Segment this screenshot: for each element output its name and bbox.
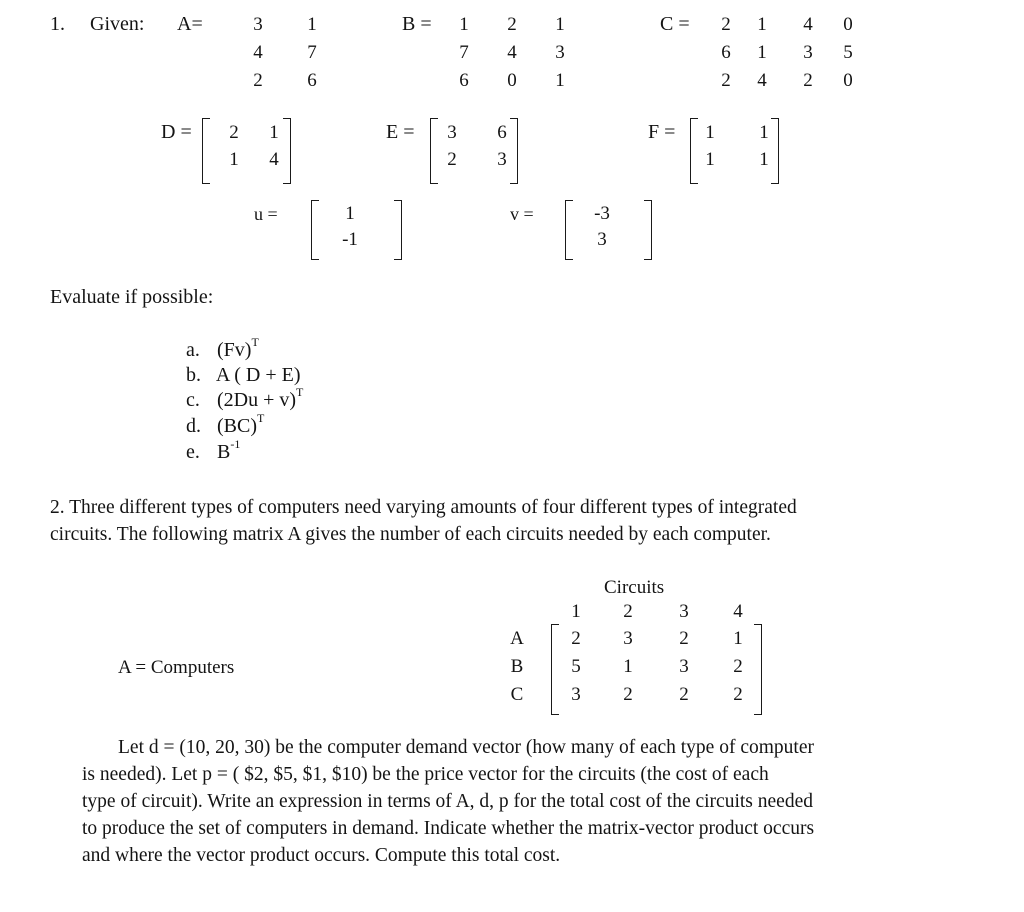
row-label: C <box>510 684 524 705</box>
matrix-a-cell: 4 <box>253 42 263 63</box>
item-expression: (2Du + v) <box>217 389 297 411</box>
matrix-e-cell: 3 <box>447 122 457 143</box>
matrix-c-cell: 5 <box>843 42 853 63</box>
matrix-b-cell: 0 <box>507 70 517 91</box>
vector-v-left-bracket <box>565 200 573 260</box>
circuits-matrix-cell: 3 <box>623 628 633 649</box>
column-header: 3 <box>679 601 689 622</box>
list-item <box>186 411 265 438</box>
matrix-a-computers-label: A = Computers <box>118 657 235 678</box>
circuits-title: Circuits <box>604 577 665 598</box>
vector-u-right-bracket <box>394 200 402 260</box>
circuits-matrix-cell: 1 <box>733 628 743 649</box>
matrix-f-left-bracket <box>690 118 698 184</box>
vector-v-cell: -3 <box>594 203 610 224</box>
matrix-d-right-bracket <box>283 118 291 184</box>
matrix-c-cell: 3 <box>803 42 813 63</box>
matrix-f-cell: 1 <box>705 149 715 170</box>
circuits-matrix-left-bracket <box>551 624 559 715</box>
item-letter: b. <box>186 364 201 386</box>
row-label: B <box>510 656 524 677</box>
matrix-b-cell: 1 <box>459 14 469 35</box>
matrix-b-cell: 3 <box>555 42 565 63</box>
vector-v-right-bracket <box>644 200 652 260</box>
body-line: type of circuit). Write an expression in terms of A, d, p for the total cost of the circuits needed <box>82 791 813 812</box>
vector-u-cell: 1 <box>345 203 355 224</box>
vector-v-cell: 3 <box>597 229 607 250</box>
matrix-c-cell: 1 <box>757 42 767 63</box>
vector-u-label: u = <box>254 204 278 224</box>
row-label: A <box>510 628 524 649</box>
matrix-d-cell: 4 <box>269 149 279 170</box>
item-letter: c. <box>186 389 200 411</box>
circuits-matrix-cell: 2 <box>733 684 743 705</box>
matrix-a-cell: 2 <box>253 70 263 91</box>
item-letter: e. <box>186 441 200 463</box>
matrix-e-cell: 6 <box>497 122 507 143</box>
item-expression: A ( D + E) <box>215 364 301 386</box>
matrix-c-cell: 4 <box>803 14 813 35</box>
list-item <box>186 335 259 362</box>
matrix-c-cell: 1 <box>757 14 767 35</box>
matrix-c-cell: 2 <box>721 14 731 35</box>
matrix-b-cell: 7 <box>459 42 469 63</box>
item-expression: (BC) <box>217 415 257 437</box>
item-superscript: T <box>257 411 265 426</box>
circuits-matrix-cell: 1 <box>623 656 633 677</box>
circuits-matrix-cell: 2 <box>733 656 743 677</box>
column-header: 4 <box>733 601 743 622</box>
matrix-a-cell: 1 <box>307 14 317 35</box>
matrix-a-cell: 6 <box>307 70 317 91</box>
problem-1-number: 1. <box>50 13 65 35</box>
given-label: Given: <box>90 13 145 35</box>
matrix-f-cell: 1 <box>759 122 769 143</box>
body-line: is needed). Let p = ( $2, $5, $1, $10) be the price vector for the circuits (the cost of each <box>82 764 769 785</box>
item-superscript: T <box>251 335 259 350</box>
list-item <box>186 363 301 387</box>
matrix-b-cell: 1 <box>555 14 565 35</box>
circuits-matrix-cell: 3 <box>571 684 581 705</box>
item-expression: (Fv) <box>217 339 252 361</box>
matrix-b-cell: 4 <box>507 42 517 63</box>
matrix-b-label: B = <box>402 13 432 35</box>
item-expression: B <box>217 441 231 463</box>
matrix-d-cell: 2 <box>229 122 239 143</box>
matrix-d-left-bracket <box>202 118 210 184</box>
circuits-matrix-cell: 5 <box>571 656 581 677</box>
matrix-f-cell: 1 <box>705 122 715 143</box>
circuits-matrix-cell: 2 <box>679 684 689 705</box>
item-letter: a. <box>186 339 200 361</box>
circuits-matrix-cell: 3 <box>679 656 689 677</box>
matrix-c-cell: 6 <box>721 42 731 63</box>
matrix-f-label: F = <box>648 121 676 143</box>
matrix-c-label: C = <box>660 13 690 35</box>
matrix-a-cell: 7 <box>307 42 317 63</box>
vector-v-label: v = <box>510 204 534 224</box>
matrix-c-cell: 0 <box>843 70 853 91</box>
body-line: Let d = (10, 20, 30) be the computer demand vector (how many of each type of computer <box>118 737 814 758</box>
matrix-b-cell: 6 <box>459 70 469 91</box>
circuits-matrix-right-bracket <box>754 624 762 715</box>
matrix-c-cell: 0 <box>843 14 853 35</box>
matrix-c-cell: 4 <box>757 70 767 91</box>
problem-2-intro-line-2: circuits. The following matrix A gives the number of each circuits needed by each computer. <box>50 524 771 545</box>
matrix-a-label: A= <box>177 13 203 35</box>
matrix-f-right-bracket <box>771 118 779 184</box>
matrix-e-cell: 3 <box>497 149 507 170</box>
item-letter: d. <box>186 415 201 437</box>
list-item <box>186 437 241 464</box>
item-superscript: T <box>296 385 304 400</box>
item-superscript: -1 <box>230 437 241 452</box>
matrix-c-cell: 2 <box>721 70 731 91</box>
matrix-d-cell: 1 <box>229 149 239 170</box>
matrix-e-left-bracket <box>430 118 438 184</box>
matrix-a-cell: 3 <box>253 14 263 35</box>
column-header: 2 <box>623 601 633 622</box>
matrix-d-label: D = <box>161 121 192 143</box>
matrix-e-label: E = <box>386 121 415 143</box>
list-item <box>186 385 304 412</box>
matrix-f-cell: 1 <box>759 149 769 170</box>
matrix-c-cell: 2 <box>803 70 813 91</box>
column-header: 1 <box>571 601 581 622</box>
matrix-b-cell: 1 <box>555 70 565 91</box>
matrix-e-right-bracket <box>510 118 518 184</box>
matrix-b-cell: 2 <box>507 14 517 35</box>
circuits-matrix-cell: 2 <box>679 628 689 649</box>
matrix-e-cell: 2 <box>447 149 457 170</box>
matrix-d-cell: 1 <box>269 122 279 143</box>
problem-2-intro-line-1: 2. Three different types of computers need varying amounts of four different types of integrated <box>50 497 797 518</box>
body-line: to produce the set of computers in demand. Indicate whether the matrix-vector product occurs <box>82 818 815 839</box>
body-line: and where the vector product occurs. Compute this total cost. <box>82 845 561 866</box>
circuits-matrix-cell: 2 <box>571 628 581 649</box>
vector-u-left-bracket <box>311 200 319 260</box>
evaluate-heading: Evaluate if possible: <box>50 286 214 308</box>
vector-u-cell: -1 <box>342 229 358 250</box>
circuits-matrix-cell: 2 <box>623 684 633 705</box>
